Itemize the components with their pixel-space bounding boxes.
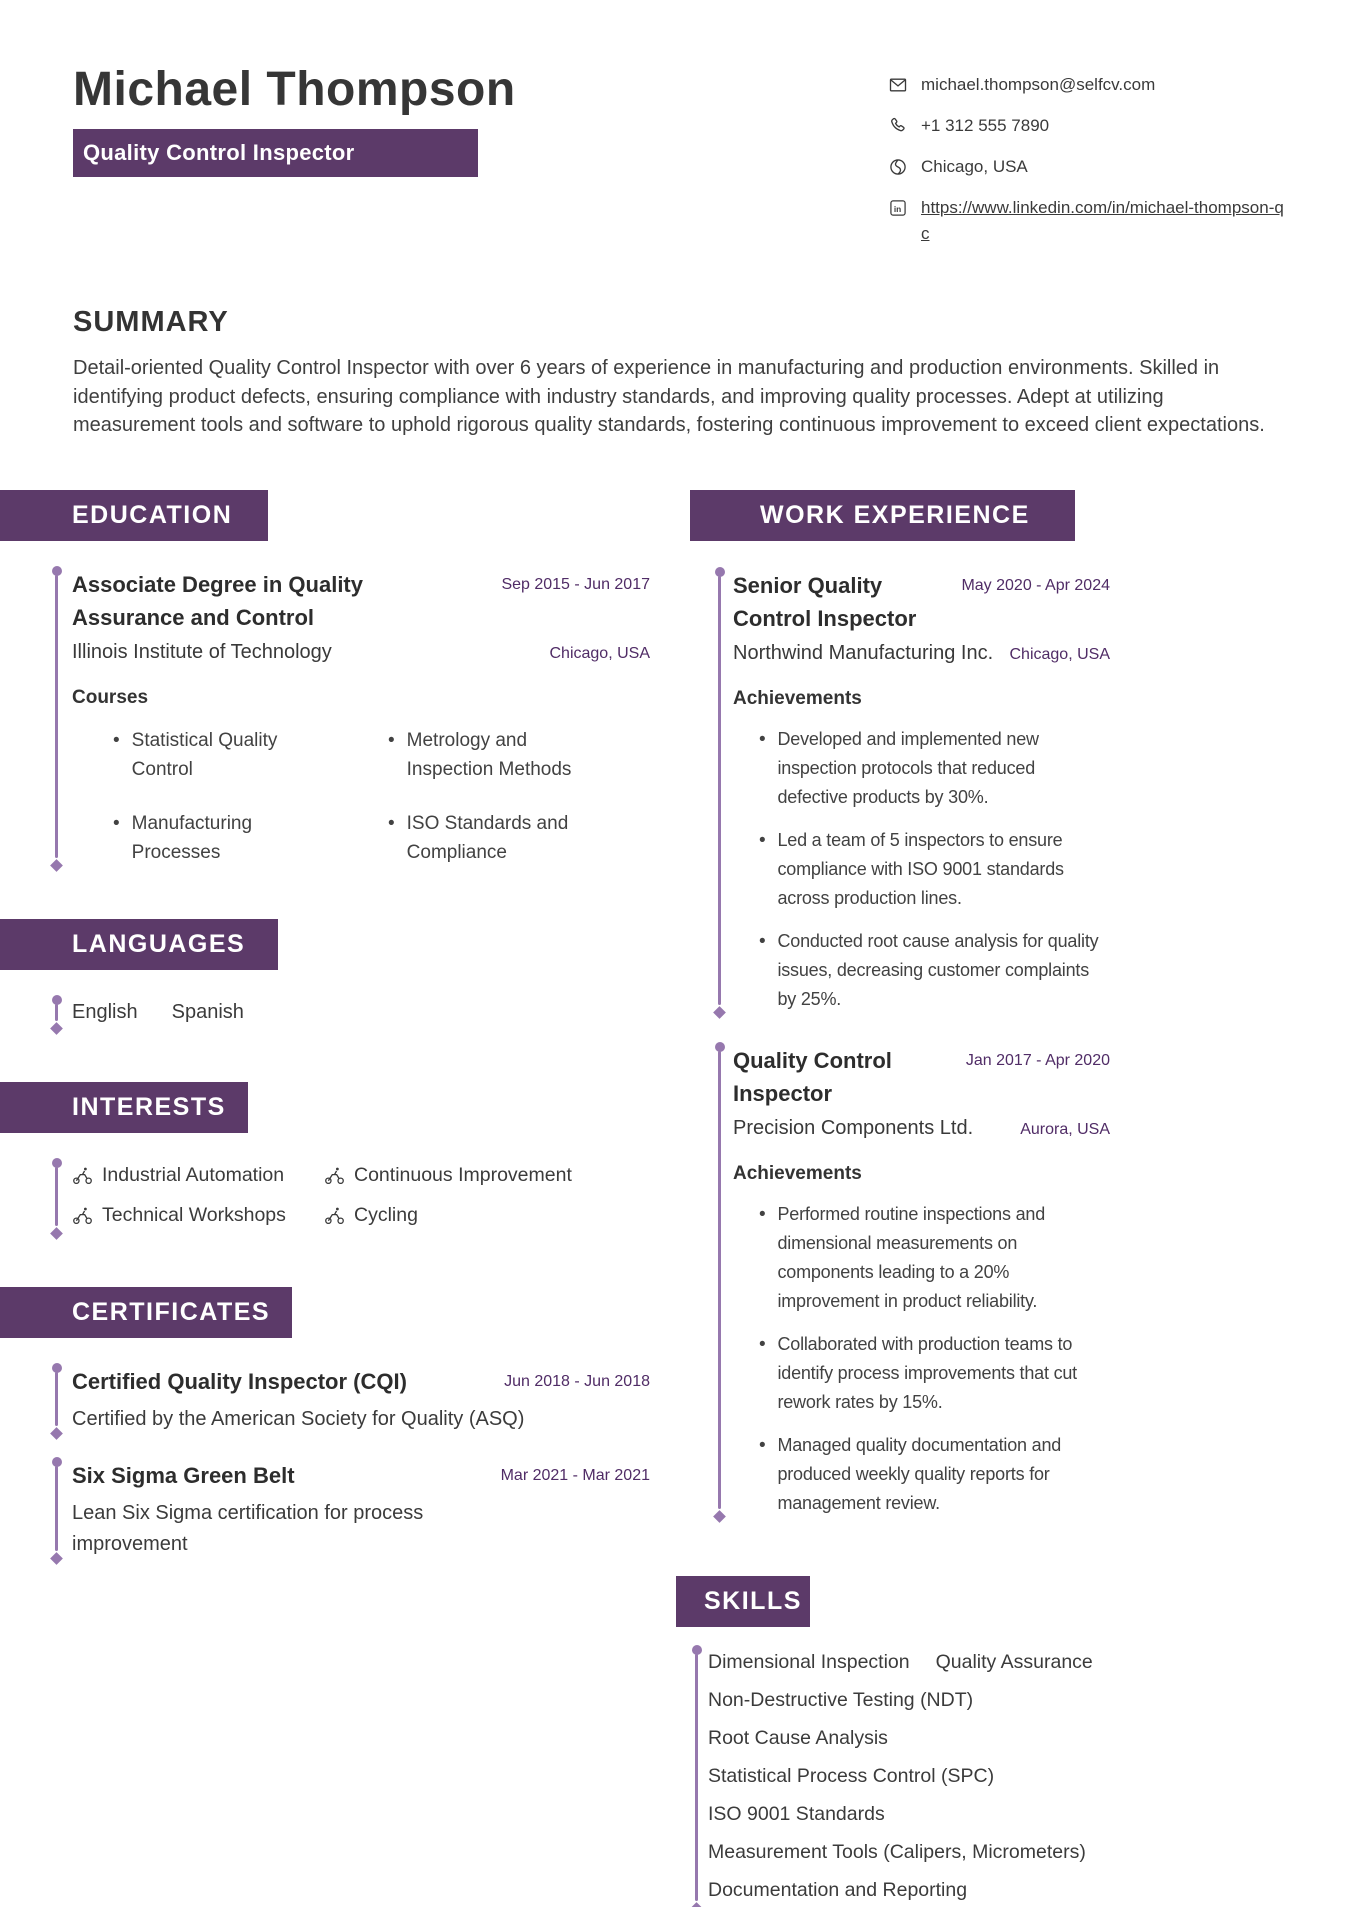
certificate-item (55, 1365, 650, 1435)
education-item (55, 568, 650, 867)
contact-phone: +1 312 555 7890 (921, 116, 1050, 135)
certificate-title: Certified Quality Inspector (CQI) (72, 1368, 407, 1394)
language: Spanish (171, 1000, 244, 1023)
certificate-item (55, 1459, 650, 1560)
degree-title: Associate Degree in Quality Assurance and Control (72, 571, 363, 630)
svg-text:in: in (893, 203, 902, 214)
certificates-heading-bar (0, 1287, 292, 1338)
timeline-dot (52, 1363, 62, 1373)
header-identity (73, 64, 516, 177)
languages-heading-bar (0, 919, 278, 970)
work-experience-heading-bar (690, 490, 1075, 541)
contact-location: Chicago, USA (921, 157, 1028, 176)
certificates-heading: CERTIFICATES (72, 1297, 271, 1326)
cyclist-icon (324, 1165, 345, 1186)
job-dates: Jan 2017 - Apr 2020 (965, 1051, 1110, 1069)
bullet-dot: • (759, 728, 766, 750)
job-location: Chicago, USA (1009, 645, 1110, 663)
languages-item (55, 997, 650, 1030)
summary-heading: SUMMARY (73, 306, 229, 338)
skill-row (708, 1877, 1115, 1904)
skill-row (708, 1687, 1115, 1714)
education-dates: Sep 2015 - Jun 2017 (501, 575, 650, 593)
list-item: Industrial Automation (72, 1162, 324, 1189)
interests-item (55, 1160, 650, 1235)
cyclist-icon (72, 1205, 93, 1226)
timeline-arrow (50, 1227, 63, 1240)
main-columns (0, 490, 1350, 1907)
list-item: • Metrology and Inspection Methods (388, 726, 603, 784)
email-icon (888, 75, 908, 95)
job-item (718, 1044, 1110, 1518)
timeline-arrow (690, 1902, 703, 1907)
certificate-description: Certified by the American Society for Quality (ASQ) (72, 1407, 525, 1430)
skill: Measurement Tools (Calipers, Micrometers) (708, 1840, 1086, 1863)
timeline-arrow (50, 1552, 63, 1565)
contact-email-row (888, 72, 1286, 98)
skills-heading-bar (676, 1576, 810, 1627)
timeline-dot (715, 1042, 725, 1052)
skill: Statistical Process Control (SPC) (708, 1764, 995, 1787)
company-name: Northwind Manufacturing Inc. (733, 641, 994, 664)
timeline-dot (52, 995, 62, 1005)
bullet-dot: • (759, 1434, 766, 1456)
skill: Documentation and Reporting (708, 1878, 968, 1901)
language: English (72, 1000, 138, 1023)
certificate-title: Six Sigma Green Belt (72, 1462, 295, 1488)
cyclist-icon (72, 1165, 93, 1186)
right-column (660, 490, 1350, 1907)
list-item: • Developed and implemented new inspection protocols that reduced defective products by 30%. (759, 725, 1110, 812)
contact-email: michael.thompson@selfcv.com (921, 75, 1156, 94)
list-item: Cycling (324, 1202, 650, 1229)
timeline-dot (52, 1158, 62, 1168)
skill: Quality Assurance (935, 1650, 1093, 1673)
skill-row (708, 1801, 1115, 1828)
contact-location-row (888, 154, 1286, 180)
achievements-list (733, 725, 1110, 1014)
skill: Root Cause Analysis (708, 1726, 888, 1749)
job-dates: May 2020 - Apr 2024 (961, 576, 1110, 594)
interests-heading-bar (0, 1082, 248, 1133)
skill: ISO 9001 Standards (708, 1802, 885, 1825)
list-item: • Statistical Quality Control (113, 726, 328, 784)
list-item: • Manufacturing Processes (113, 809, 328, 867)
timeline-arrow (713, 1510, 726, 1523)
achievements-label: Achievements (733, 687, 862, 709)
timeline-arrow (50, 859, 63, 872)
certificate-description: Lean Six Sigma certification for process improvement (72, 1501, 424, 1555)
list-item: • ISO Standards and Compliance (388, 809, 603, 867)
left-column (0, 490, 660, 1560)
courses-label: Courses (72, 686, 149, 708)
bullet-dot: • (759, 829, 766, 851)
job-title: Senior Quality Control Inspector (733, 572, 917, 631)
bullet-dot: • (388, 812, 395, 834)
languages-heading: LANGUAGES (72, 929, 246, 958)
timeline-dot (715, 567, 725, 577)
work-experience-heading: WORK EXPERIENCE (760, 500, 1030, 529)
header (0, 0, 1350, 262)
skills-item (695, 1647, 1115, 1907)
timeline-dot (52, 566, 62, 576)
education-location: Chicago, USA (549, 644, 650, 662)
skill-row (708, 1763, 1115, 1790)
list-item: • Conducted root cause analysis for quality issues, decreasing customer complaints by 25%. (759, 927, 1110, 1014)
interests-heading: INTERESTS (72, 1092, 226, 1121)
timeline-dot (692, 1645, 702, 1655)
list-item: • Collaborated with production teams to identify process improvements that cut rework rates by 15%. (759, 1330, 1110, 1417)
contact-linkedin-row (888, 195, 1286, 247)
timeline-arrow (713, 1006, 726, 1019)
summary-text: Detail-oriented Quality Control Inspector with over 6 years of experience in manufacturing and production environments. Skilled in identifying product defects, ensuring compliance with industry standards, and improving quality processes. Adept at utilizing measurement tools and software to uphold rigorous quality standards, fostering continuous improvement to exceed client expectations. (73, 357, 1265, 436)
globe-icon (888, 157, 908, 177)
company-name: Precision Components Ltd. (733, 1116, 974, 1139)
timeline-dot (52, 1457, 62, 1467)
bullet-dot: • (759, 1333, 766, 1355)
bullet-dot: • (759, 930, 766, 952)
education-heading: EDUCATION (72, 500, 233, 529)
school-name: Illinois Institute of Technology (72, 640, 332, 663)
skill-row (708, 1725, 1115, 1752)
skill-row (708, 1649, 1115, 1676)
phone-icon (888, 116, 908, 136)
skills-heading: SKILLS (704, 1586, 802, 1615)
job-title-banner (73, 129, 478, 177)
list-item: • Performed routine inspections and dimensional measurements on components leading to a 20% improvement in product reliability. (759, 1200, 1110, 1316)
list-item: • Managed quality documentation and produced weekly quality reports for management review. (759, 1431, 1110, 1518)
list-item: • Led a team of 5 inspectors to ensure compliance with ISO 9001 standards across production lines. (759, 826, 1110, 913)
contact-phone-row (888, 113, 1286, 139)
bullet-dot: • (388, 729, 395, 751)
summary-section (73, 306, 1290, 440)
skills-list (708, 1647, 1115, 1907)
job-title: Quality Control Inspector (733, 1047, 892, 1106)
job-location: Aurora, USA (1020, 1120, 1110, 1138)
timeline-arrow (50, 1427, 63, 1440)
courses-list (72, 726, 650, 867)
person-name: Michael Thompson (73, 63, 516, 116)
skill-row (708, 1839, 1115, 1866)
bullet-dot: • (113, 812, 120, 834)
certificate-dates: Mar 2021 - Mar 2021 (500, 1466, 650, 1484)
skill: Dimensional Inspection (708, 1650, 910, 1673)
timeline-arrow (50, 1022, 63, 1035)
achievements-label: Achievements (733, 1162, 862, 1184)
linkedin-icon (888, 198, 908, 218)
list-item: Continuous Improvement (324, 1162, 650, 1189)
bullet-dot: • (113, 729, 120, 751)
skill: Non-Destructive Testing (NDT) (708, 1688, 974, 1711)
education-heading-bar (0, 490, 268, 541)
achievements-list (733, 1200, 1110, 1518)
cyclist-icon (324, 1205, 345, 1226)
list-item: Technical Workshops (72, 1202, 324, 1229)
job-title-text: Quality Control Inspector (83, 140, 355, 165)
languages-list (72, 997, 650, 1030)
job-item (718, 569, 1110, 1014)
certificate-dates: Jun 2018 - Jun 2018 (504, 1372, 650, 1390)
contact-block (888, 72, 1286, 262)
interests-list (72, 1160, 650, 1235)
linkedin-link[interactable]: https://www.linkedin.com/in/michael-thompson-qc (921, 198, 1284, 243)
bullet-dot: • (759, 1203, 766, 1225)
